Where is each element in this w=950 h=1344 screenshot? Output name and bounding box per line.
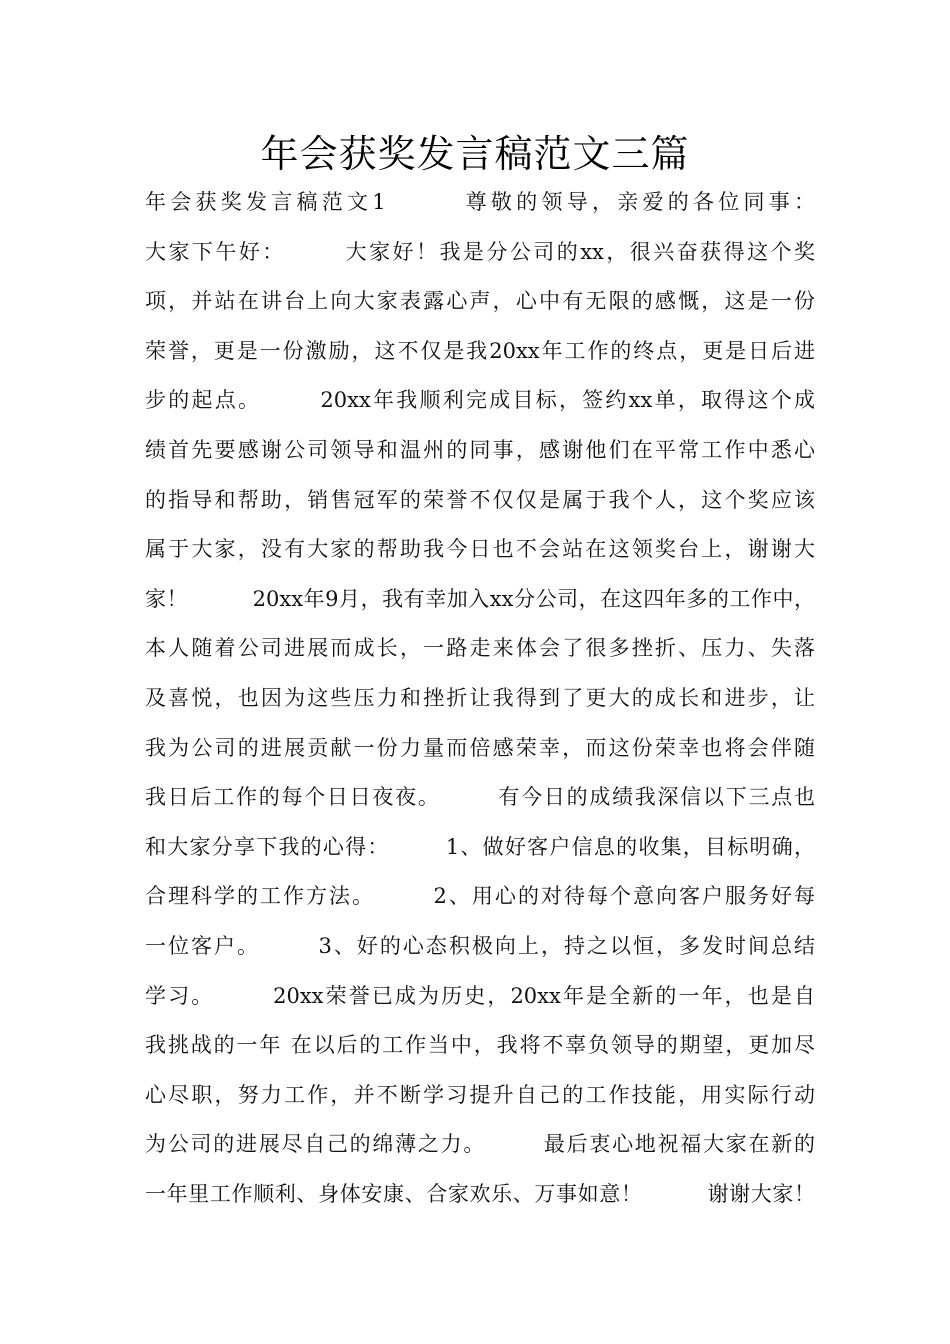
body-line: 为公司的进展尽自己的绵薄之力。 最后衷心地祝福大家在新的	[145, 1132, 815, 1157]
body-line: 绩首先要感谢公司领导和温州的同事，感谢他们在平常工作中悉心	[145, 437, 815, 462]
body-line: 大家下午好： 大家好！我是分公司的xx，很兴奋获得这个奖	[145, 239, 815, 264]
body-line: 的指导和帮助，销售冠军的荣誉不仅仅是属于我个人，这个奖应该	[145, 487, 815, 512]
body-line: 我日后工作的每个日日夜夜。 有今日的成绩我深信以下三点也	[145, 785, 815, 810]
body-line: 本人随着公司进展而成长，一路走来体会了很多挫折、压力、失落	[145, 636, 815, 661]
body-line: 心尽职，努力工作，并不断学习提升自己的工作技能，用实际行动	[145, 1082, 815, 1107]
body-line: 学习。 20xx荣誉已成为历史，20xx年是全新的一年，也是自	[145, 983, 815, 1008]
body-line: 项，并站在讲台上向大家表露心声，心中有无限的感慨，这是一份	[145, 289, 815, 314]
body-line: 荣誉，更是一份激励，这不仅是我20xx年工作的终点，更是日后进	[145, 338, 815, 363]
body-line: 合理科学的工作方法。 2、用心的对待每个意向客户服务好每	[145, 884, 815, 909]
body-line: 我挑战的一年 在以后的工作当中，我将不辜负领导的期望，更加尽	[145, 1033, 815, 1058]
body-line: 一位客户。 3、好的心态积极向上，持之以恒，多发时间总结	[145, 933, 815, 958]
body-line: 年会获奖发言稿范文1 尊敬的领导，亲爱的各位同事：	[145, 190, 815, 214]
body-line: 和大家分享下我的心得： 1、做好客户信息的收集，目标明确，	[145, 834, 815, 859]
body-line: 及喜悦，也因为这些压力和挫折让我得到了更大的成长和进步，让	[145, 685, 815, 710]
document-body	[145, 178, 815, 1219]
body-line: 家！ 20xx年9月，我有幸加入xx分公司，在这四年多的工作中，	[145, 586, 815, 611]
body-line: 我为公司的进展贡献一份力量而倍感荣幸，而这份荣幸也将会伴随	[145, 735, 815, 760]
document-title: 年会获奖发言稿范文三篇	[260, 132, 690, 176]
body-line: 属于大家，没有大家的帮助我今日也不会站在这领奖台上，谢谢大	[145, 537, 815, 562]
body-line: 步的起点。 20xx年我顺利完成目标，签约xx单，取得这个成	[145, 388, 815, 413]
body-line: 一年里工作顺利、身体安康、合家欢乐、万事如意！ 谢谢大家！	[145, 1181, 815, 1206]
